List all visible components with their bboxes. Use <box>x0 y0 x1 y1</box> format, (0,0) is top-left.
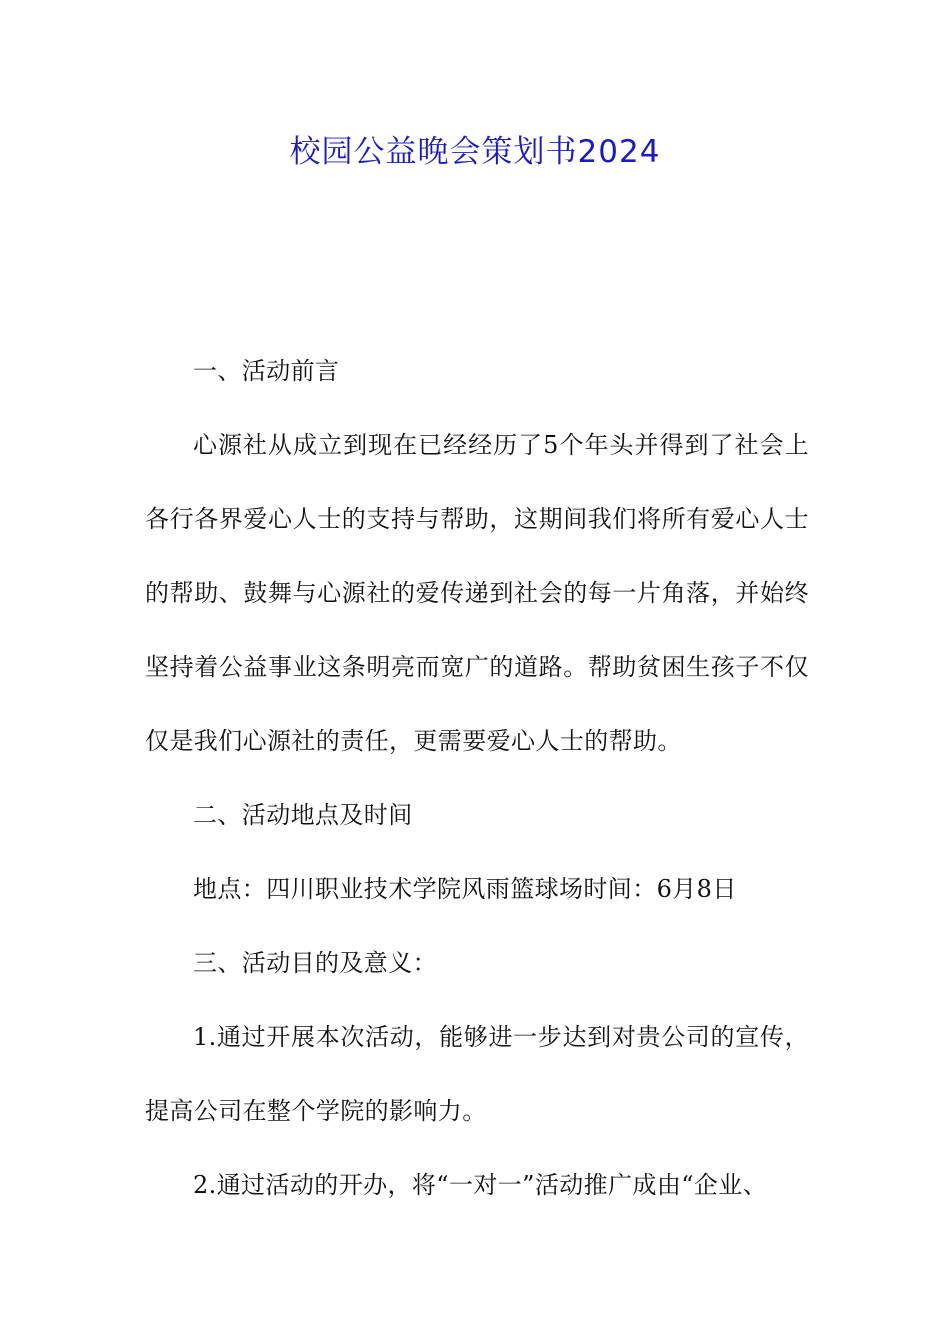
paragraph-location-time: 地点：四川职业技术学院风雨篮球场时间：6月8日 <box>193 875 737 903</box>
document-body <box>145 334 809 1222</box>
list-item-purpose-1: 1.通过开展本次活动，能够进一步达到对贵公司的宣传，提高公司在整个学院的影响力。 <box>145 1023 809 1125</box>
paragraph-preface: 心源社从成立到现在已经经历了5个年头并得到了社会上各行各界爱心人士的支持与帮助，这期间我们将所有爱心人士的帮助、鼓舞与心源社的爱传递到社会的每一片角落，并始终坚持着公益事业这条明亮而宽广的道路。帮助贫困生孩子不仅仅是我们心源社的责任，更需要爱心人士的帮助。 <box>145 431 809 755</box>
section-heading-purpose: 三、活动目的及意义： <box>193 949 437 977</box>
section-heading-preface: 一、活动前言 <box>193 357 340 385</box>
list-item-purpose-2: 2.通过活动的开办，将“一对一”活动推广成由“企业、 <box>193 1171 768 1199</box>
document-title: 校园公益晚会策划书2024 <box>289 134 661 170</box>
section-heading-location-time: 二、活动地点及时间 <box>193 801 413 829</box>
